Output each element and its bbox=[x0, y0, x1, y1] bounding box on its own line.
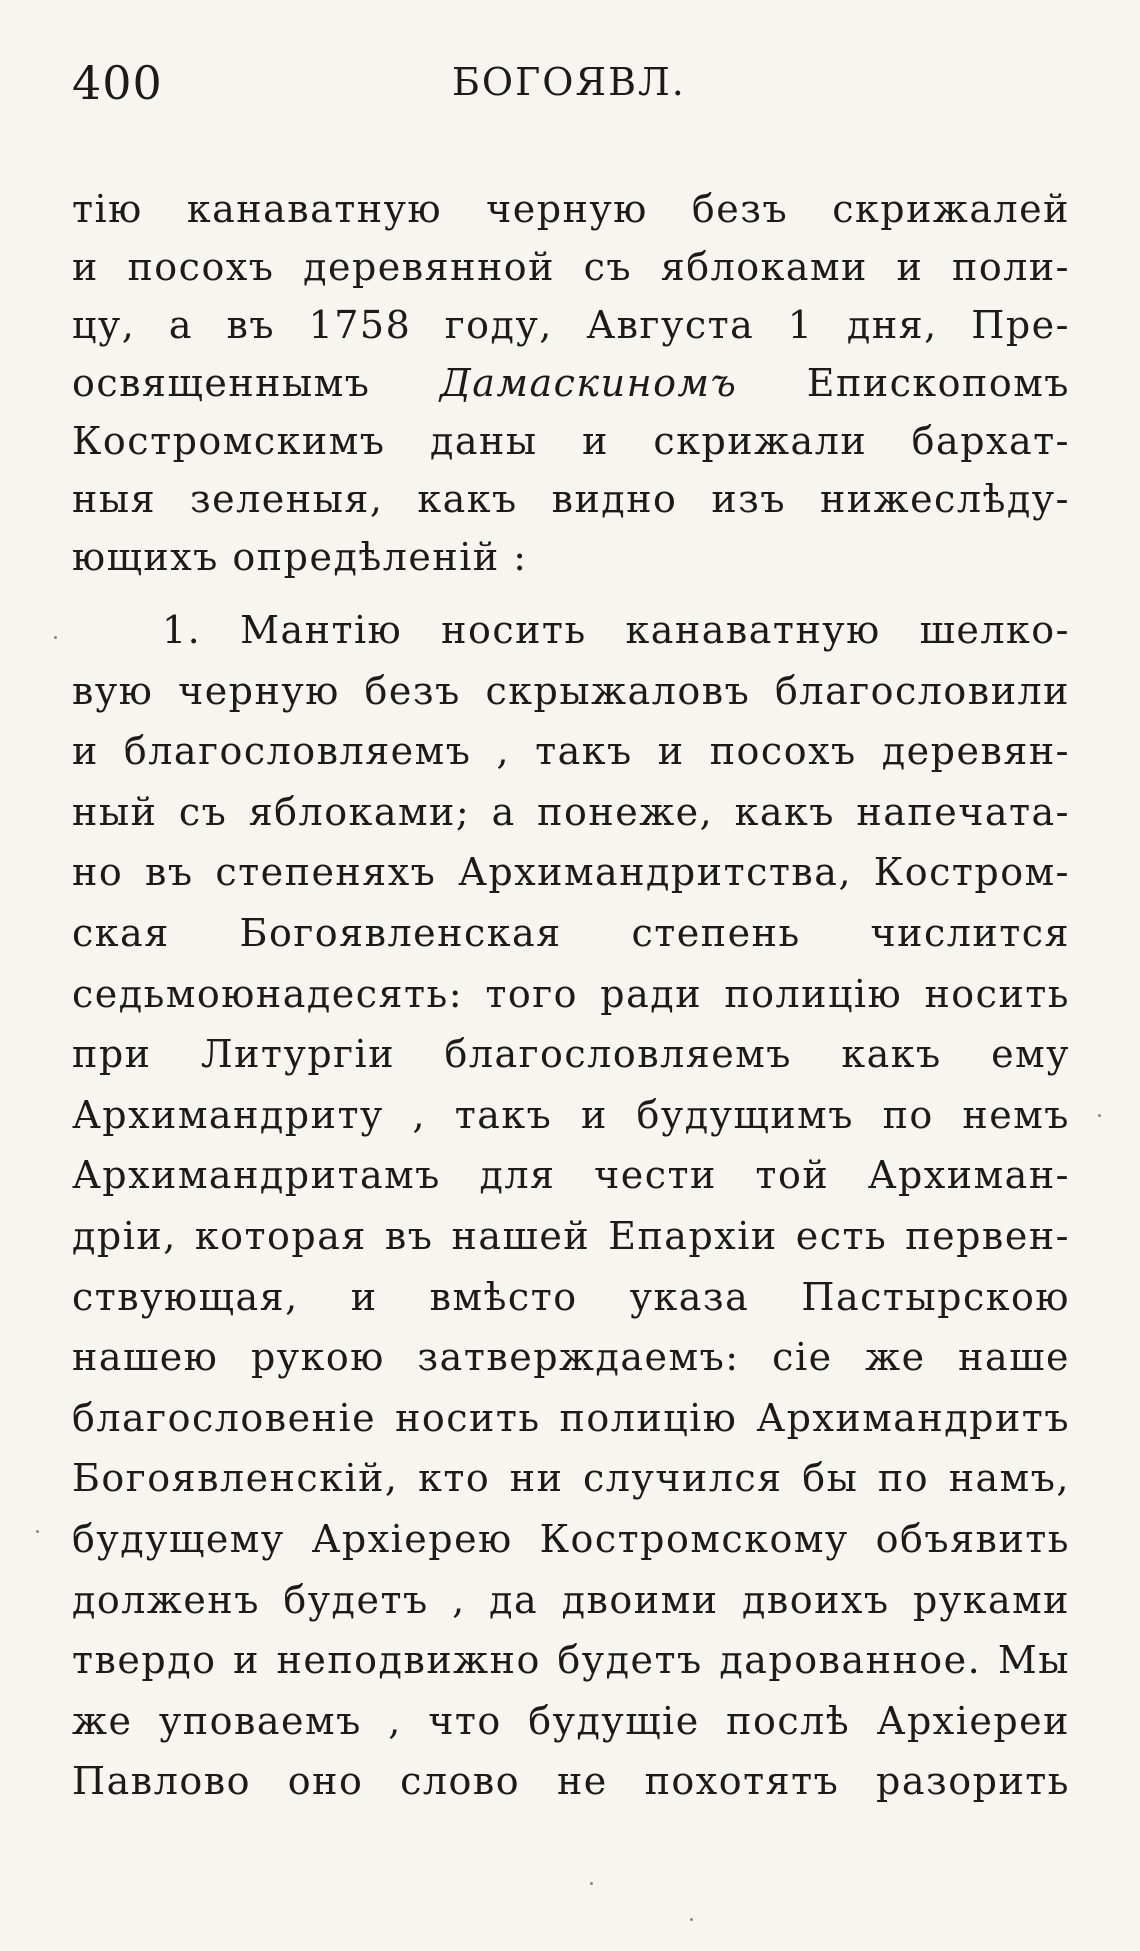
text-line: будущему Архіерею Костромскому объявить bbox=[72, 1516, 1070, 1561]
paper-speck bbox=[54, 636, 57, 639]
text-line: твердо и неподвижно будетъ дарованное. Мы bbox=[72, 1638, 1070, 1683]
text-line: Архимандритамъ для чести той Архиман- bbox=[72, 1153, 1070, 1198]
text-line: вую черную безъ скрыжаловъ благословили bbox=[72, 668, 1070, 713]
paper-speck bbox=[590, 1882, 593, 1885]
text-line: седьмоюнадесять: того ради полицію носить bbox=[72, 971, 1070, 1016]
text-line: тію канаватную черную безъ скрижалей bbox=[72, 187, 1070, 231]
text-line-with-name bbox=[72, 354, 1070, 412]
text-line: ющихъ опредѣленій : bbox=[72, 535, 528, 579]
paper-speck bbox=[690, 1918, 693, 1921]
text-line: долженъ будетъ , да двоими двоихъ руками bbox=[72, 1577, 1070, 1622]
running-head: БОГОЯВЛ. bbox=[452, 60, 686, 104]
text-line: и благословляемъ , такъ и посохъ деревян- bbox=[72, 729, 1070, 774]
paragraph-2 bbox=[72, 600, 1070, 1812]
text-line: ныя зеленыя, какъ видно изъ нижеслѣду- bbox=[72, 477, 1070, 521]
page-number: 400 bbox=[72, 56, 163, 110]
text-line: Богоявленскій, кто ни случился бы по намъ, bbox=[72, 1456, 1070, 1501]
text-segment: освященнымъ bbox=[72, 361, 371, 405]
text-line: нашею рукою затверждаемъ: сіе же наше bbox=[72, 1335, 1070, 1380]
text-line: 1. Мантію носить канаватную шелко- bbox=[162, 608, 1070, 652]
italic-name: Дамаскиномъ bbox=[439, 361, 738, 405]
text-line: цу, а въ 1758 году, Августа 1 дня, Пре- bbox=[72, 303, 1070, 347]
text-line: благословеніе носить полицію Архимандритъ bbox=[72, 1395, 1070, 1440]
paragraph-1 bbox=[72, 180, 1070, 586]
text-line: Архимандриту , такъ и будущимъ по немъ bbox=[72, 1092, 1070, 1137]
text-line: но въ степеняхъ Архимандритства, Костром- bbox=[72, 850, 1070, 895]
text-line: Костромскимъ даны и скрижали бархат- bbox=[72, 419, 1070, 463]
text-line: ствующая, и вмѣсто указа Пастырскою bbox=[72, 1274, 1070, 1319]
text-line: ный съ яблоками; а понеже, какъ напечата- bbox=[72, 789, 1070, 834]
paper-speck bbox=[1098, 1114, 1101, 1117]
page-header bbox=[72, 52, 1060, 122]
paper-speck bbox=[36, 1530, 39, 1533]
text-line: Павлово оно слово не похотятъ разорить bbox=[72, 1759, 1070, 1804]
text-line: дріи, которая въ нашей Епархіи есть первен- bbox=[72, 1213, 1070, 1258]
text-line: ская Богоявленская степень числится bbox=[72, 910, 1070, 955]
text-line: же уповаемъ , что будущіе послѣ Архіереи bbox=[72, 1698, 1070, 1743]
text-line: и посохъ деревянной съ яблоками и поли- bbox=[72, 245, 1070, 289]
text-segment: Епископомъ bbox=[806, 361, 1070, 405]
text-line: при Литургіи благословляемъ какъ ему bbox=[72, 1032, 1070, 1077]
